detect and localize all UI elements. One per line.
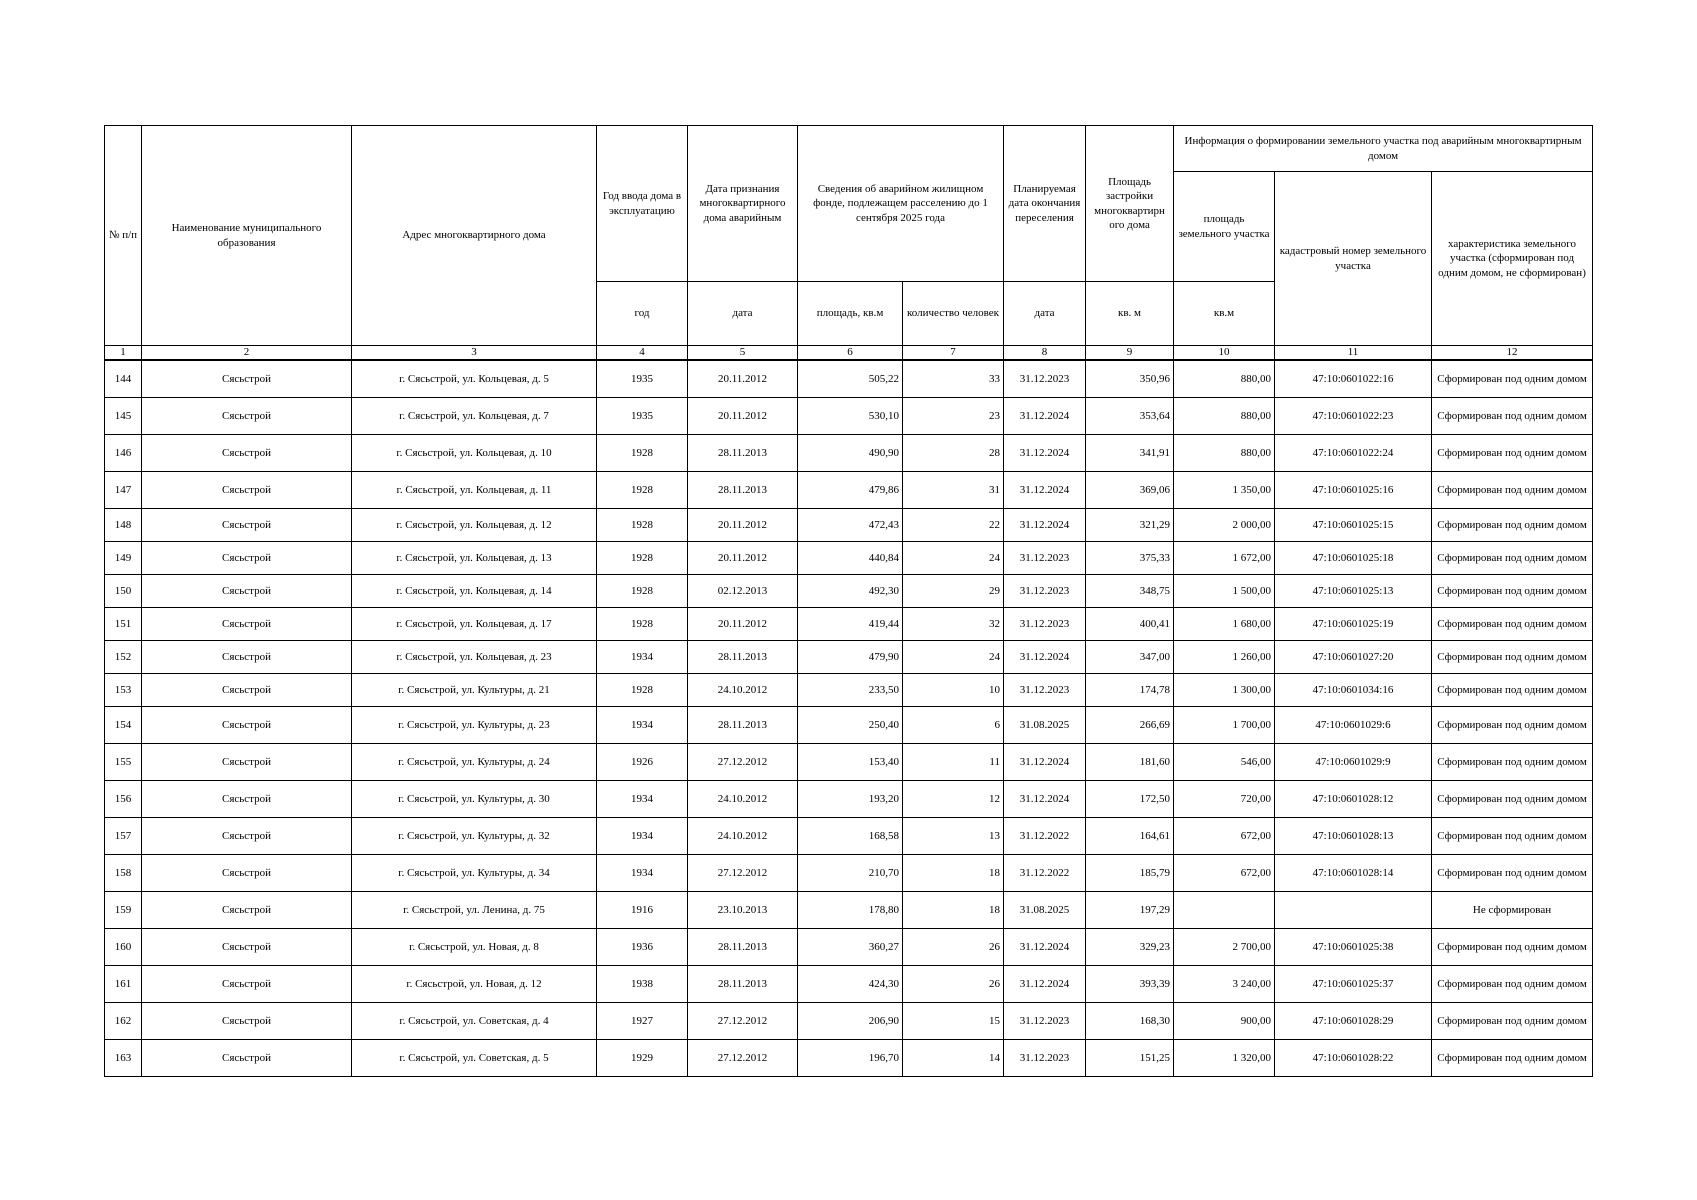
land-area-cell: 720,00 [1174, 781, 1275, 818]
cadastral-number-cell: 47:10:0601028:22 [1275, 1040, 1432, 1077]
municipality-cell: Сясьстрой [142, 892, 352, 929]
building-area-cell: 151,25 [1086, 1040, 1174, 1077]
row-number: 157 [105, 818, 142, 855]
people-cell: 24 [903, 641, 1004, 674]
planned-date-cell: 31.12.2023 [1004, 608, 1086, 641]
land-status-cell: Сформирован под одним домом [1432, 641, 1593, 674]
land-area-cell [1174, 892, 1275, 929]
municipality-cell: Сясьстрой [142, 435, 352, 472]
address-cell: г. Сясьстрой, ул. Культуры, д. 32 [352, 818, 597, 855]
row-number: 147 [105, 472, 142, 509]
address-cell: г. Сясьстрой, ул. Советская, д. 5 [352, 1040, 597, 1077]
area-cell: 490,90 [798, 435, 903, 472]
land-area-cell: 1 672,00 [1174, 542, 1275, 575]
emergency-date-cell: 23.10.2013 [688, 892, 798, 929]
year-cell: 1934 [597, 855, 688, 892]
year-cell: 1934 [597, 781, 688, 818]
land-area-cell: 1 500,00 [1174, 575, 1275, 608]
planned-date-cell: 31.08.2025 [1004, 892, 1086, 929]
year-cell: 1928 [597, 575, 688, 608]
building-area-cell: 369,06 [1086, 472, 1174, 509]
people-cell: 18 [903, 855, 1004, 892]
people-cell: 18 [903, 892, 1004, 929]
table-row [105, 360, 1593, 398]
column-number: 7 [903, 346, 1004, 361]
table-row [105, 929, 1593, 966]
table-row [105, 781, 1593, 818]
address-cell: г. Сясьстрой, ул. Кольцевая, д. 7 [352, 398, 597, 435]
area-cell: 505,22 [798, 360, 903, 398]
table-row [105, 1040, 1593, 1077]
cadastral-number-cell: 47:10:0601028:12 [1275, 781, 1432, 818]
land-area-cell: 1 700,00 [1174, 707, 1275, 744]
planned-date-cell: 31.12.2024 [1004, 929, 1086, 966]
area-cell: 193,20 [798, 781, 903, 818]
area-cell: 153,40 [798, 744, 903, 781]
table-row [105, 575, 1593, 608]
header-emergency-fund: Сведения об аварийном жилищном фонде, подлежащем расселению до 1 сентября 2025 года [798, 126, 1004, 282]
people-cell: 11 [903, 744, 1004, 781]
building-area-cell: 375,33 [1086, 542, 1174, 575]
people-cell: 33 [903, 360, 1004, 398]
people-cell: 15 [903, 1003, 1004, 1040]
table-header [105, 126, 1593, 361]
building-area-cell: 400,41 [1086, 608, 1174, 641]
cadastral-number-cell: 47:10:0601028:13 [1275, 818, 1432, 855]
land-area-cell: 880,00 [1174, 398, 1275, 435]
year-cell: 1928 [597, 608, 688, 641]
land-status-cell: Сформирован под одним домом [1432, 509, 1593, 542]
planned-date-cell: 31.12.2024 [1004, 744, 1086, 781]
land-area-cell: 1 260,00 [1174, 641, 1275, 674]
cadastral-number-cell: 47:10:0601025:37 [1275, 966, 1432, 1003]
emergency-date-cell: 27.12.2012 [688, 1040, 798, 1077]
cadastral-number-cell: 47:10:0601028:14 [1275, 855, 1432, 892]
land-area-cell: 2 700,00 [1174, 929, 1275, 966]
table-row [105, 674, 1593, 707]
unit-year: год [597, 282, 688, 346]
column-number: 4 [597, 346, 688, 361]
table-body [105, 360, 1593, 1077]
unit-date: дата [688, 282, 798, 346]
row-number: 158 [105, 855, 142, 892]
land-status-cell: Сформирован под одним домом [1432, 1003, 1593, 1040]
header-cadastral-number: кадастровый номер земельного участка [1275, 172, 1432, 346]
emergency-date-cell: 20.11.2012 [688, 398, 798, 435]
area-cell: 360,27 [798, 929, 903, 966]
cadastral-number-cell: 47:10:0601025:19 [1275, 608, 1432, 641]
row-number: 146 [105, 435, 142, 472]
year-cell: 1934 [597, 818, 688, 855]
table-row [105, 744, 1593, 781]
building-area-cell: 266,69 [1086, 707, 1174, 744]
emergency-date-cell: 28.11.2013 [688, 707, 798, 744]
unit-land-sqm: кв.м [1174, 282, 1275, 346]
year-cell: 1935 [597, 398, 688, 435]
emergency-date-cell: 24.10.2012 [688, 818, 798, 855]
column-number-row [105, 346, 1593, 361]
address-cell: г. Сясьстрой, ул. Культуры, д. 24 [352, 744, 597, 781]
column-number: 3 [352, 346, 597, 361]
land-status-cell: Сформирован под одним домом [1432, 435, 1593, 472]
cadastral-number-cell: 47:10:0601025:16 [1275, 472, 1432, 509]
cadastral-number-cell: 47:10:0601028:29 [1275, 1003, 1432, 1040]
land-area-cell: 1 680,00 [1174, 608, 1275, 641]
emergency-date-cell: 20.11.2012 [688, 608, 798, 641]
area-cell: 492,30 [798, 575, 903, 608]
people-cell: 22 [903, 509, 1004, 542]
emergency-date-cell: 28.11.2013 [688, 472, 798, 509]
municipality-cell: Сясьстрой [142, 360, 352, 398]
building-area-cell: 347,00 [1086, 641, 1174, 674]
municipality-cell: Сясьстрой [142, 1003, 352, 1040]
planned-date-cell: 31.12.2024 [1004, 472, 1086, 509]
emergency-date-cell: 28.11.2013 [688, 966, 798, 1003]
row-number: 148 [105, 509, 142, 542]
municipality-cell: Сясьстрой [142, 781, 352, 818]
row-number: 144 [105, 360, 142, 398]
year-cell: 1928 [597, 472, 688, 509]
unit-area: площадь, кв.м [798, 282, 903, 346]
year-cell: 1927 [597, 1003, 688, 1040]
building-area-cell: 341,91 [1086, 435, 1174, 472]
header-land-info: Информация о формировании земельного участка под аварийным многоквартирным домом [1174, 126, 1593, 172]
unit-people: количество человек [903, 282, 1004, 346]
people-cell: 26 [903, 929, 1004, 966]
header-municipality: Наименование муниципального образования [142, 126, 352, 346]
address-cell: г. Сясьстрой, ул. Кольцевая, д. 13 [352, 542, 597, 575]
land-status-cell: Сформирован под одним домом [1432, 781, 1593, 818]
municipality-cell: Сясьстрой [142, 744, 352, 781]
year-cell: 1936 [597, 929, 688, 966]
table-row [105, 966, 1593, 1003]
planned-date-cell: 31.12.2024 [1004, 966, 1086, 1003]
municipality-cell: Сясьстрой [142, 674, 352, 707]
building-area-cell: 321,29 [1086, 509, 1174, 542]
land-status-cell: Сформирован под одним домом [1432, 674, 1593, 707]
land-area-cell: 672,00 [1174, 855, 1275, 892]
municipality-cell: Сясьстрой [142, 509, 352, 542]
people-cell: 31 [903, 472, 1004, 509]
cadastral-number-cell: 47:10:0601025:38 [1275, 929, 1432, 966]
land-area-cell: 3 240,00 [1174, 966, 1275, 1003]
land-status-cell: Сформирован под одним домом [1432, 575, 1593, 608]
people-cell: 32 [903, 608, 1004, 641]
year-cell: 1928 [597, 674, 688, 707]
row-number: 161 [105, 966, 142, 1003]
emergency-date-cell: 20.11.2012 [688, 542, 798, 575]
people-cell: 26 [903, 966, 1004, 1003]
row-number: 151 [105, 608, 142, 641]
table-row [105, 398, 1593, 435]
people-cell: 23 [903, 398, 1004, 435]
row-number: 160 [105, 929, 142, 966]
emergency-date-cell: 24.10.2012 [688, 781, 798, 818]
emergency-date-cell: 27.12.2012 [688, 855, 798, 892]
address-cell: г. Сясьстрой, ул. Кольцевая, д. 11 [352, 472, 597, 509]
address-cell: г. Сясьстрой, ул. Культуры, д. 23 [352, 707, 597, 744]
emergency-date-cell: 24.10.2012 [688, 674, 798, 707]
planned-date-cell: 31.12.2024 [1004, 641, 1086, 674]
land-status-cell: Сформирован под одним домом [1432, 1040, 1593, 1077]
header-land-status: характеристика земельного участка (сформирован под одним домом, не сформирован) [1432, 172, 1593, 346]
area-cell: 206,90 [798, 1003, 903, 1040]
land-area-cell: 1 350,00 [1174, 472, 1275, 509]
planned-date-cell: 31.12.2024 [1004, 509, 1086, 542]
table-row [105, 542, 1593, 575]
people-cell: 28 [903, 435, 1004, 472]
cadastral-number-cell: 47:10:0601022:24 [1275, 435, 1432, 472]
planned-date-cell: 31.12.2024 [1004, 781, 1086, 818]
table-row [105, 855, 1593, 892]
land-status-cell: Сформирован под одним домом [1432, 818, 1593, 855]
cadastral-number-cell: 47:10:0601022:16 [1275, 360, 1432, 398]
planned-date-cell: 31.12.2024 [1004, 398, 1086, 435]
table-row [105, 818, 1593, 855]
address-cell: г. Сясьстрой, ул. Советская, д. 4 [352, 1003, 597, 1040]
emergency-date-cell: 28.11.2013 [688, 641, 798, 674]
municipality-cell: Сясьстрой [142, 966, 352, 1003]
municipality-cell: Сясьстрой [142, 929, 352, 966]
column-number: 10 [1174, 346, 1275, 361]
header-emergency-date: Дата признания многоквартирного дома аварийным [688, 126, 798, 282]
building-area-cell: 350,96 [1086, 360, 1174, 398]
header-address: Адрес многоквартирного дома [352, 126, 597, 346]
address-cell: г. Сясьстрой, ул. Кольцевая, д. 10 [352, 435, 597, 472]
row-number: 159 [105, 892, 142, 929]
row-number: 156 [105, 781, 142, 818]
land-area-cell: 900,00 [1174, 1003, 1275, 1040]
year-cell: 1928 [597, 435, 688, 472]
row-number: 153 [105, 674, 142, 707]
municipality-cell: Сясьстрой [142, 542, 352, 575]
planned-date-cell: 31.12.2023 [1004, 1040, 1086, 1077]
year-cell: 1916 [597, 892, 688, 929]
emergency-housing-table [104, 125, 1593, 1077]
planned-date-cell: 31.12.2022 [1004, 855, 1086, 892]
planned-date-cell: 31.12.2023 [1004, 674, 1086, 707]
address-cell: г. Сясьстрой, ул. Кольцевая, д. 17 [352, 608, 597, 641]
people-cell: 12 [903, 781, 1004, 818]
planned-date-cell: 31.12.2024 [1004, 435, 1086, 472]
table-row [105, 1003, 1593, 1040]
building-area-cell: 329,23 [1086, 929, 1174, 966]
people-cell: 10 [903, 674, 1004, 707]
unit-plan-date: дата [1004, 282, 1086, 346]
table-row [105, 472, 1593, 509]
land-area-cell: 1 320,00 [1174, 1040, 1275, 1077]
building-area-cell: 164,61 [1086, 818, 1174, 855]
year-cell: 1926 [597, 744, 688, 781]
land-status-cell: Сформирован под одним домом [1432, 472, 1593, 509]
building-area-cell: 197,29 [1086, 892, 1174, 929]
building-area-cell: 393,39 [1086, 966, 1174, 1003]
building-area-cell: 181,60 [1086, 744, 1174, 781]
year-cell: 1938 [597, 966, 688, 1003]
row-number: 149 [105, 542, 142, 575]
unit-sqm: кв. м [1086, 282, 1174, 346]
area-cell: 424,30 [798, 966, 903, 1003]
emergency-date-cell: 28.11.2013 [688, 435, 798, 472]
municipality-cell: Сясьстрой [142, 398, 352, 435]
emergency-date-cell: 20.11.2012 [688, 509, 798, 542]
emergency-date-cell: 20.11.2012 [688, 360, 798, 398]
building-area-cell: 172,50 [1086, 781, 1174, 818]
year-cell: 1934 [597, 707, 688, 744]
table-row [105, 892, 1593, 929]
address-cell: г. Сясьстрой, ул. Кольцевая, д. 14 [352, 575, 597, 608]
address-cell: г. Сясьстрой, ул. Культуры, д. 21 [352, 674, 597, 707]
area-cell: 250,40 [798, 707, 903, 744]
area-cell: 472,43 [798, 509, 903, 542]
area-cell: 168,58 [798, 818, 903, 855]
emergency-date-cell: 28.11.2013 [688, 929, 798, 966]
cadastral-number-cell: 47:10:0601022:23 [1275, 398, 1432, 435]
column-number: 2 [142, 346, 352, 361]
column-number: 12 [1432, 346, 1593, 361]
municipality-cell: Сясьстрой [142, 707, 352, 744]
row-number: 152 [105, 641, 142, 674]
emergency-date-cell: 27.12.2012 [688, 744, 798, 781]
column-number: 5 [688, 346, 798, 361]
header-row-number: № п/п [105, 126, 142, 346]
building-area-cell: 353,64 [1086, 398, 1174, 435]
address-cell: г. Сясьстрой, ул. Культуры, д. 34 [352, 855, 597, 892]
year-cell: 1928 [597, 509, 688, 542]
land-status-cell: Сформирован под одним домом [1432, 744, 1593, 781]
header-year-built: Год ввода дома в эксплуатацию [597, 126, 688, 282]
cadastral-number-cell: 47:10:0601034:16 [1275, 674, 1432, 707]
year-cell: 1928 [597, 542, 688, 575]
header-planned-date: Планируемая дата окончания переселения [1004, 126, 1086, 282]
people-cell: 6 [903, 707, 1004, 744]
building-area-cell: 168,30 [1086, 1003, 1174, 1040]
header-building-area: Площадь застройки многоквартирн ого дома [1086, 126, 1174, 282]
area-cell: 479,90 [798, 641, 903, 674]
row-number: 145 [105, 398, 142, 435]
land-status-cell: Сформирован под одним домом [1432, 360, 1593, 398]
people-cell: 14 [903, 1040, 1004, 1077]
municipality-cell: Сясьстрой [142, 575, 352, 608]
column-number: 9 [1086, 346, 1174, 361]
building-area-cell: 174,78 [1086, 674, 1174, 707]
cadastral-number-cell: 47:10:0601025:13 [1275, 575, 1432, 608]
area-cell: 530,10 [798, 398, 903, 435]
people-cell: 29 [903, 575, 1004, 608]
municipality-cell: Сясьстрой [142, 472, 352, 509]
land-area-cell: 1 300,00 [1174, 674, 1275, 707]
planned-date-cell: 31.12.2023 [1004, 542, 1086, 575]
year-cell: 1934 [597, 641, 688, 674]
building-area-cell: 185,79 [1086, 855, 1174, 892]
land-area-cell: 880,00 [1174, 435, 1275, 472]
land-status-cell: Сформирован под одним домом [1432, 707, 1593, 744]
land-status-cell: Сформирован под одним домом [1432, 398, 1593, 435]
municipality-cell: Сясьстрой [142, 1040, 352, 1077]
people-cell: 24 [903, 542, 1004, 575]
area-cell: 419,44 [798, 608, 903, 641]
address-cell: г. Сясьстрой, ул. Ленина, д. 75 [352, 892, 597, 929]
column-number: 11 [1275, 346, 1432, 361]
column-number: 6 [798, 346, 903, 361]
planned-date-cell: 31.12.2023 [1004, 1003, 1086, 1040]
building-area-cell: 348,75 [1086, 575, 1174, 608]
cadastral-number-cell: 47:10:0601025:18 [1275, 542, 1432, 575]
planned-date-cell: 31.12.2022 [1004, 818, 1086, 855]
area-cell: 479,86 [798, 472, 903, 509]
area-cell: 210,70 [798, 855, 903, 892]
land-area-cell: 2 000,00 [1174, 509, 1275, 542]
row-number: 163 [105, 1040, 142, 1077]
table-row [105, 435, 1593, 472]
year-cell: 1935 [597, 360, 688, 398]
area-cell: 178,80 [798, 892, 903, 929]
table-row [105, 509, 1593, 542]
planned-date-cell: 31.12.2023 [1004, 360, 1086, 398]
cadastral-number-cell: 47:10:0601029:9 [1275, 744, 1432, 781]
row-number: 155 [105, 744, 142, 781]
cadastral-number-cell: 47:10:0601029:6 [1275, 707, 1432, 744]
address-cell: г. Сясьстрой, ул. Кольцевая, д. 5 [352, 360, 597, 398]
municipality-cell: Сясьстрой [142, 855, 352, 892]
table-row [105, 641, 1593, 674]
address-cell: г. Сясьстрой, ул. Культуры, д. 30 [352, 781, 597, 818]
land-status-cell: Сформирован под одним домом [1432, 929, 1593, 966]
land-status-cell: Сформирован под одним домом [1432, 855, 1593, 892]
address-cell: г. Сясьстрой, ул. Новая, д. 8 [352, 929, 597, 966]
row-number: 162 [105, 1003, 142, 1040]
row-number: 154 [105, 707, 142, 744]
municipality-cell: Сясьстрой [142, 641, 352, 674]
area-cell: 440,84 [798, 542, 903, 575]
land-status-cell: Сформирован под одним домом [1432, 608, 1593, 641]
address-cell: г. Сясьстрой, ул. Кольцевая, д. 12 [352, 509, 597, 542]
land-area-cell: 672,00 [1174, 818, 1275, 855]
table-row [105, 707, 1593, 744]
land-status-cell: Сформирован под одним домом [1432, 966, 1593, 1003]
area-cell: 196,70 [798, 1040, 903, 1077]
column-number: 8 [1004, 346, 1086, 361]
year-cell: 1929 [597, 1040, 688, 1077]
document-sheet [104, 125, 1592, 1077]
header-land-area: площадь земельного участка [1174, 172, 1275, 282]
area-cell: 233,50 [798, 674, 903, 707]
address-cell: г. Сясьстрой, ул. Новая, д. 12 [352, 966, 597, 1003]
land-status-cell: Не сформирован [1432, 892, 1593, 929]
land-area-cell: 880,00 [1174, 360, 1275, 398]
column-number: 1 [105, 346, 142, 361]
municipality-cell: Сясьстрой [142, 608, 352, 641]
table-row [105, 608, 1593, 641]
land-area-cell: 546,00 [1174, 744, 1275, 781]
row-number: 150 [105, 575, 142, 608]
land-status-cell: Сформирован под одним домом [1432, 542, 1593, 575]
address-cell: г. Сясьстрой, ул. Кольцевая, д. 23 [352, 641, 597, 674]
municipality-cell: Сясьстрой [142, 818, 352, 855]
cadastral-number-cell: 47:10:0601025:15 [1275, 509, 1432, 542]
cadastral-number-cell: 47:10:0601027:20 [1275, 641, 1432, 674]
people-cell: 13 [903, 818, 1004, 855]
emergency-date-cell: 02.12.2013 [688, 575, 798, 608]
cadastral-number-cell [1275, 892, 1432, 929]
emergency-date-cell: 27.12.2012 [688, 1003, 798, 1040]
planned-date-cell: 31.08.2025 [1004, 707, 1086, 744]
planned-date-cell: 31.12.2023 [1004, 575, 1086, 608]
